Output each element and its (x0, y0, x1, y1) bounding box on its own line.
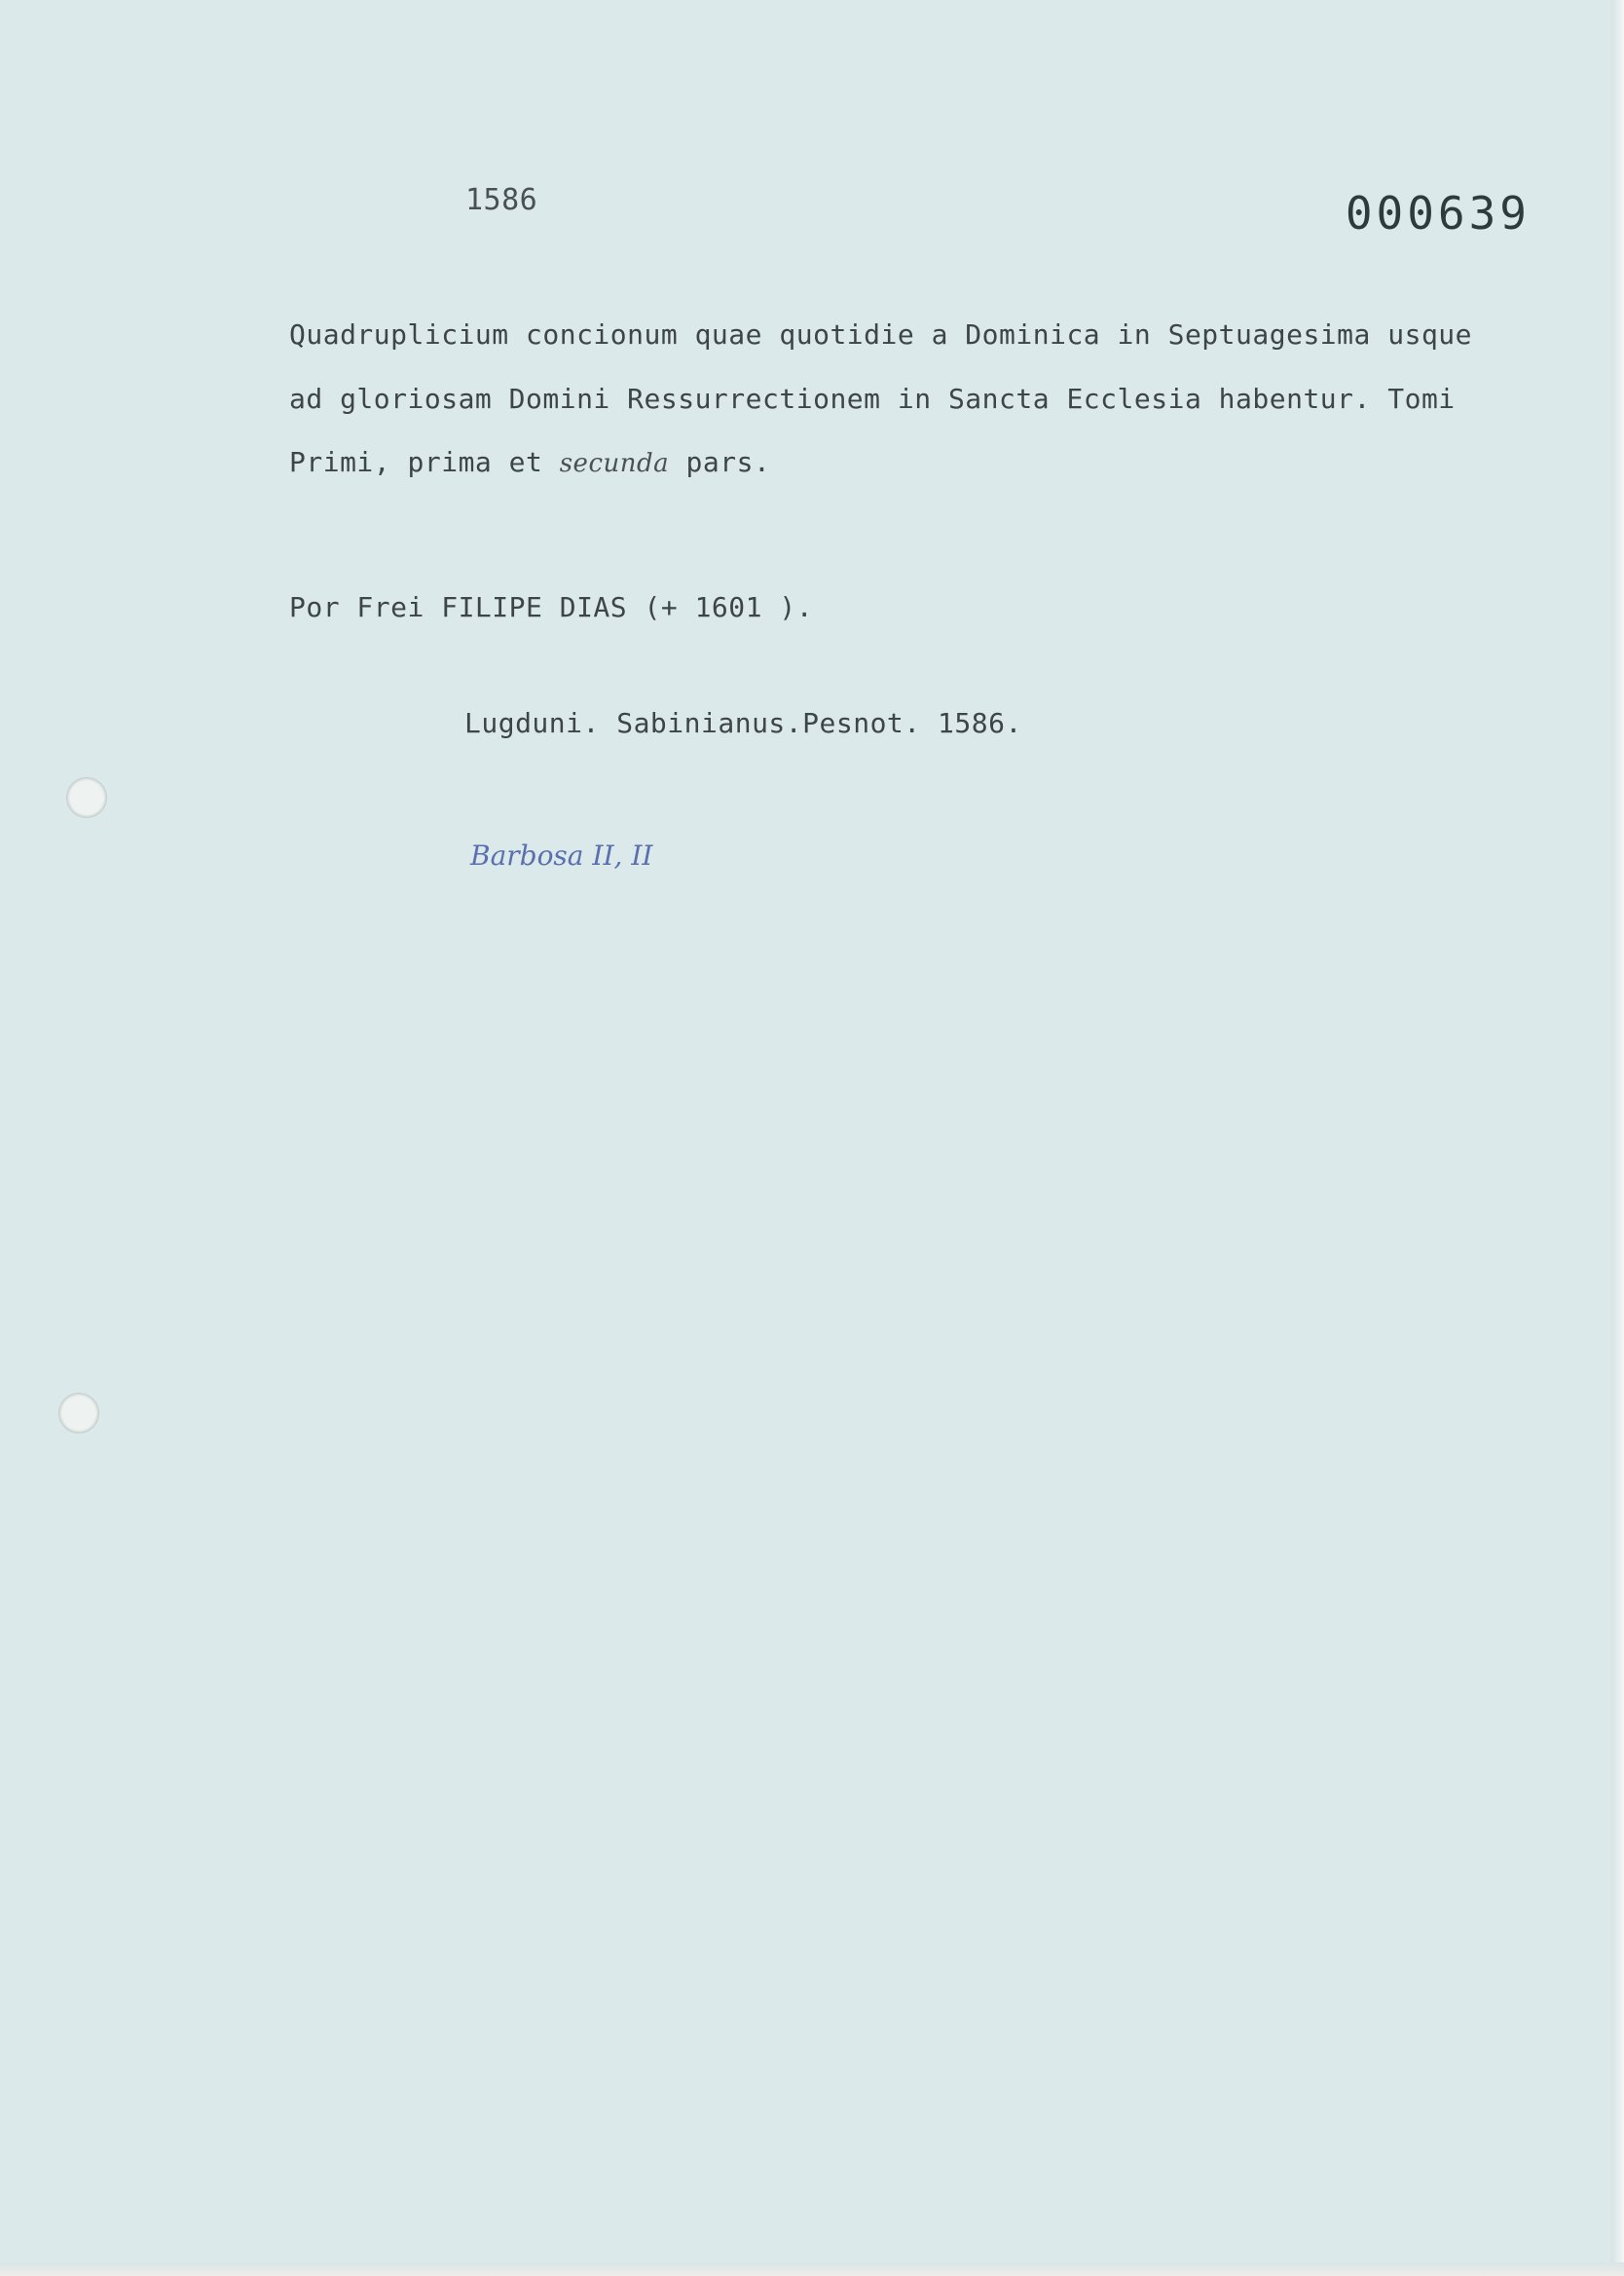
punch-hole-lower (58, 1393, 99, 1434)
author-line: Por Frei FILIPE DIAS (+ 1601 ). (289, 591, 814, 623)
title-line-3 (289, 446, 770, 478)
title-line-3-end: pars. (669, 446, 771, 478)
handwritten-word-secunda: secunda (559, 449, 670, 478)
punch-hole-upper (66, 777, 107, 818)
imprint-line: Lugduni. Sabinianus.Pesnot. 1586. (464, 707, 1022, 739)
title-line-2: ad gloriosam Domini Ressurrectionem in Sancta Ecclesia habentur. Tomi (289, 383, 1456, 415)
catalog-number: 000639 (1345, 187, 1531, 240)
handwritten-reference: Barbosa II, II (470, 840, 653, 872)
page-edge-right (1610, 0, 1624, 2276)
page-edge-bottom (0, 2262, 1624, 2276)
title-line-1: Quadruplicium concionum quae quotidie a Dominica in Septuagesima usque (289, 318, 1473, 351)
year-heading: 1586 (465, 183, 538, 217)
title-line-3-start: Primi, prima et (289, 446, 560, 478)
